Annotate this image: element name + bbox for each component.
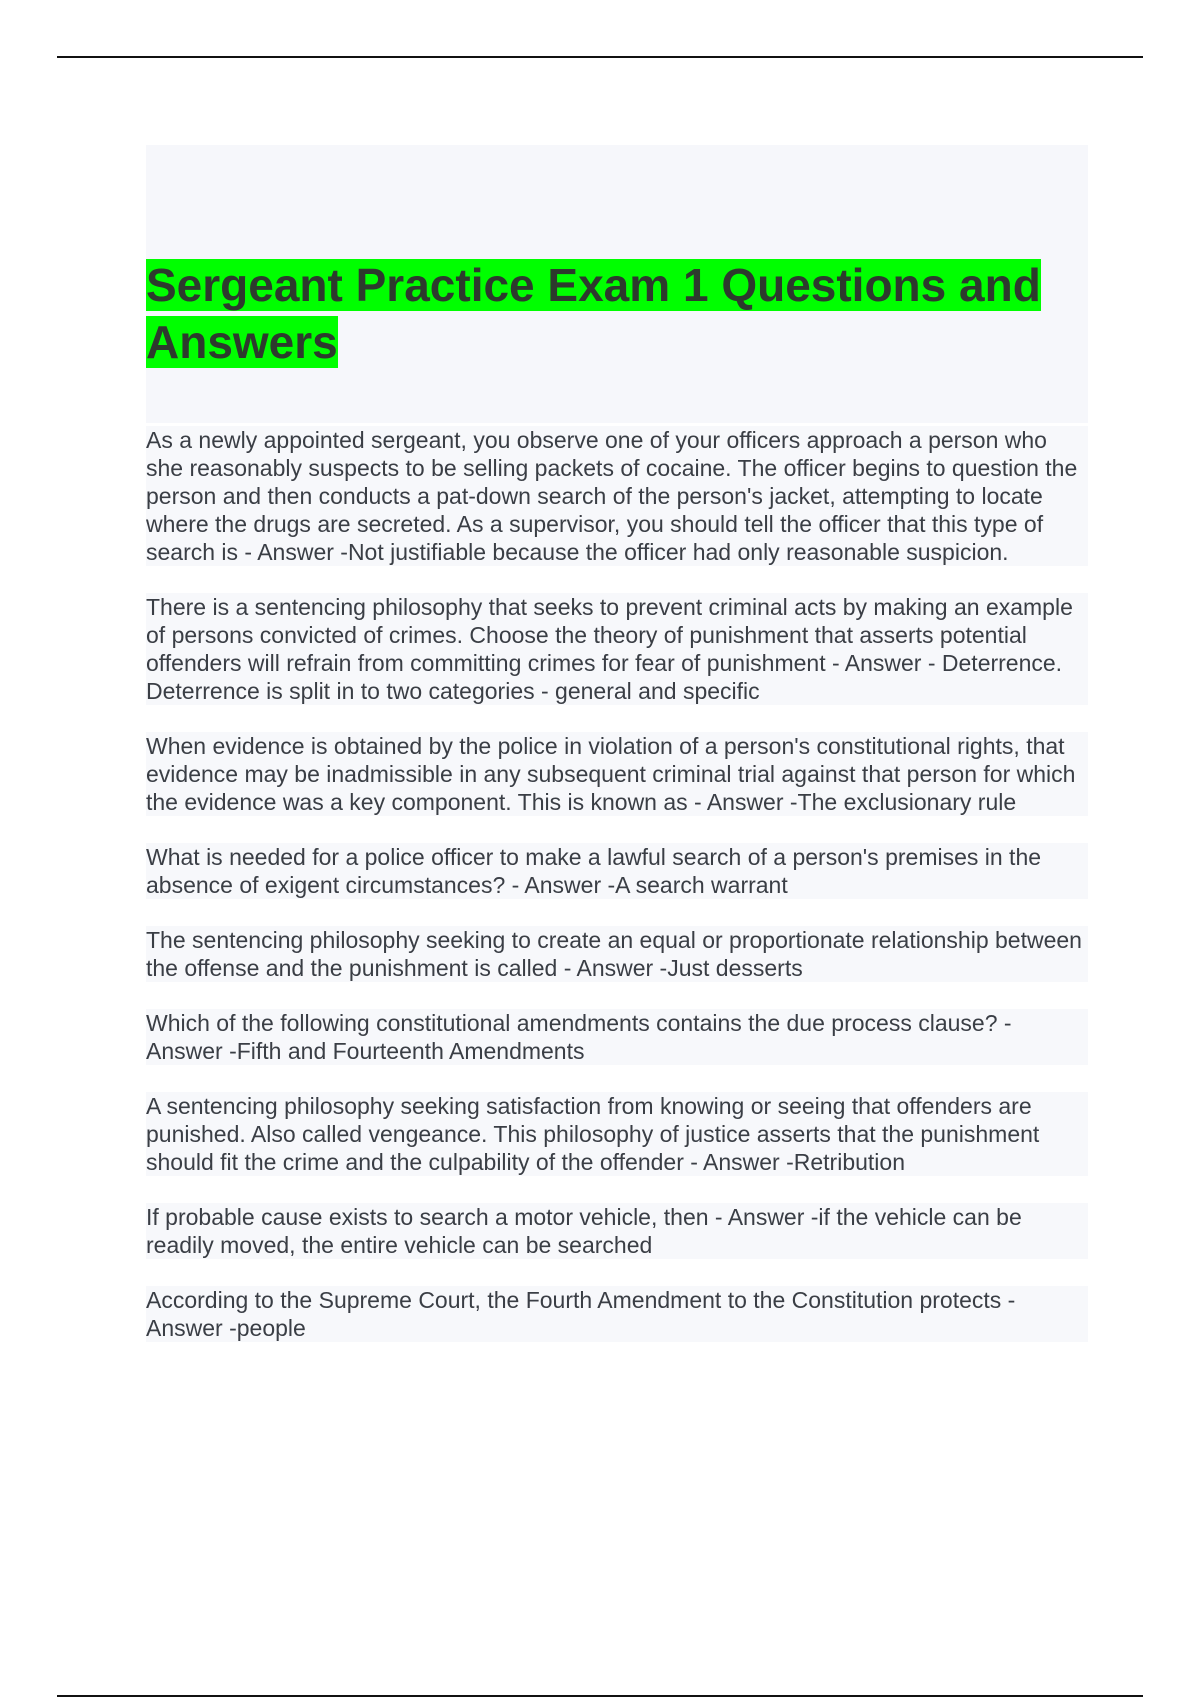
title-line-2: Answers <box>146 316 338 368</box>
page-title <box>146 257 1041 371</box>
qa-item-9: According to the Supreme Court, the Fourth Amendment to the Constitution protects - Answer -people <box>146 1286 1088 1342</box>
qa-item-1: As a newly appointed sergeant, you observe one of your officers approach a person who she reasonably suspects to be selling packets of cocaine. The officer begins to question the person and then conducts a pat-down search of the person's jacket, attempting to locate where the drugs are secreted. As a supervisor, you should tell the officer that this type of search is - Answer -Not justifiable because the officer had only reasonable suspicion. <box>146 426 1088 566</box>
qa-list <box>146 426 1088 1342</box>
footer-rule <box>57 1695 1143 1697</box>
qa-item-4: What is needed for a police officer to make a lawful search of a person's premises in the absence of exigent circumstances? - Answer -A search warrant <box>146 843 1088 899</box>
title-panel <box>146 145 1088 423</box>
qa-item-5: The sentencing philosophy seeking to create an equal or proportionate relationship between the offense and the punishment is called - Answer -Just desserts <box>146 926 1088 982</box>
qa-item-2: There is a sentencing philosophy that seeks to prevent criminal acts by making an example of persons convicted of crimes. Choose the theory of punishment that asserts potential offenders will refrain from committing crimes for fear of punishment - Answer - Deterrence. Deterrence is split in to two categories - general and specific <box>146 593 1088 705</box>
header-rule <box>57 56 1143 58</box>
title-line-1: Sergeant Practice Exam 1 Questions and <box>146 259 1041 311</box>
qa-item-6: Which of the following constitutional amendments contains the due process clause? - Answer -Fifth and Fourteenth Amendments <box>146 1009 1088 1065</box>
qa-item-7: A sentencing philosophy seeking satisfaction from knowing or seeing that offenders are punished. Also called vengeance. This philosophy of justice asserts that the punishment should fit the crime and the culpability of the offender - Answer -Retribution <box>146 1092 1088 1176</box>
document-body <box>146 145 1088 1369</box>
qa-item-8: If probable cause exists to search a motor vehicle, then - Answer -if the vehicle can be readily moved, the entire vehicle can be searched <box>146 1203 1088 1259</box>
qa-item-3: When evidence is obtained by the police in violation of a person's constitutional rights, that evidence may be inadmissible in any subsequent criminal trial against that person for which the evidence was a key component. This is known as - Answer -The exclusionary rule <box>146 732 1088 816</box>
